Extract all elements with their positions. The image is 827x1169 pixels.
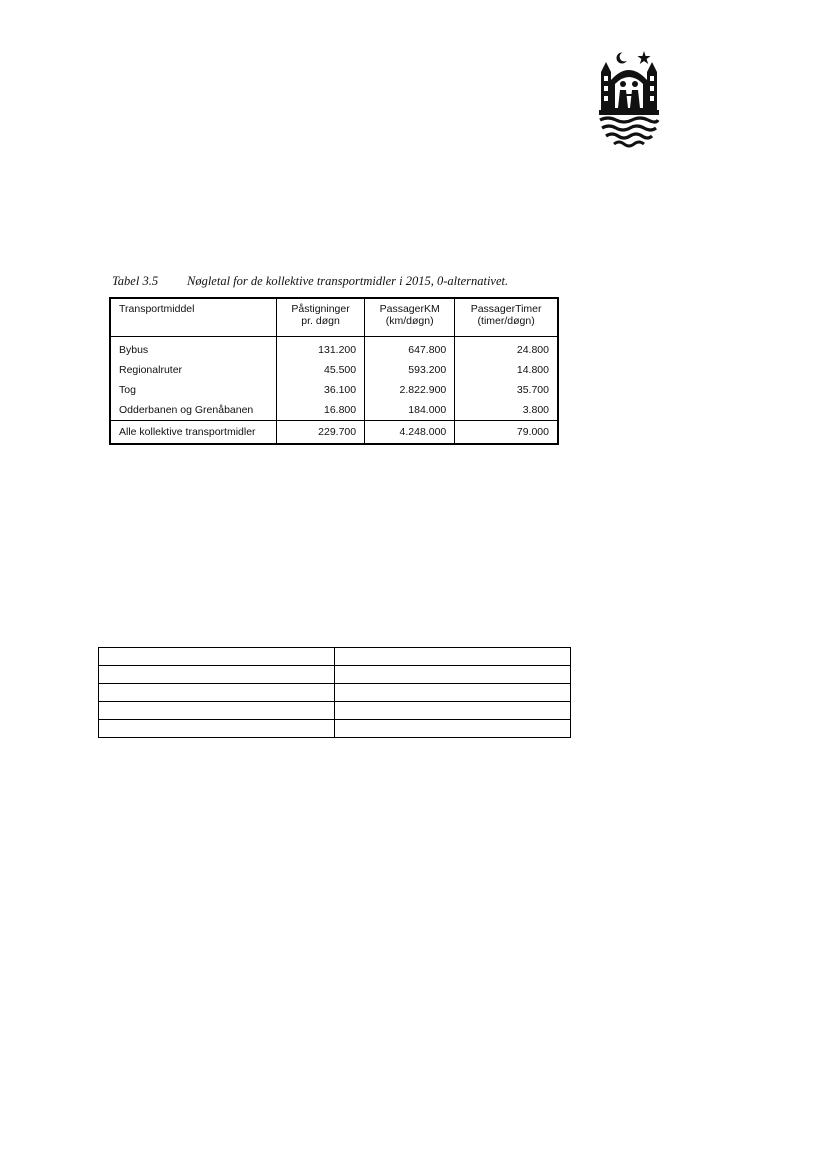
empty-cell: [335, 720, 571, 738]
key-figures-table: [109, 297, 559, 445]
header-passagertimer: PassagerTimer (timer/døgn): [455, 298, 558, 337]
cell-value: 14.800: [455, 360, 558, 380]
empty-cell: [99, 720, 335, 738]
header-pastigninger: Påstigninger pr. døgn: [277, 298, 365, 337]
table-row: [110, 360, 558, 380]
empty-cell: [99, 648, 335, 666]
row-label: Tog: [119, 384, 136, 396]
header-passagerkm: PassagerKM (km/døgn): [365, 298, 455, 337]
total-value: 4.248.000: [365, 421, 455, 445]
empty-table-row: [99, 648, 571, 666]
cell-value: 3.800: [455, 400, 558, 421]
table-caption: [112, 274, 508, 289]
empty-table-row: [99, 702, 571, 720]
cell-value: 184.000: [365, 400, 455, 421]
cell-value: 593.200: [365, 360, 455, 380]
header-transportmiddel: Transportmiddel: [110, 298, 277, 337]
table-total-row: [110, 421, 558, 445]
empty-table: [98, 647, 571, 738]
row-label: Bybus: [119, 344, 149, 356]
empty-cell: [99, 666, 335, 684]
empty-cell: [335, 648, 571, 666]
table-row: [110, 400, 558, 421]
empty-cell: [335, 666, 571, 684]
empty-table-row: [99, 666, 571, 684]
cell-value: 131.200: [277, 337, 365, 361]
total-value: 229.700: [277, 421, 365, 445]
total-label: Alle kollektive transportmidler: [110, 421, 277, 445]
cell-value: 36.100: [277, 380, 365, 400]
row-label: Odderbanen og Grenåbanen: [119, 404, 254, 416]
empty-cell: [335, 702, 571, 720]
table-caption-number: Tabel 3.5: [112, 274, 159, 288]
cell-value: 2.822.900: [365, 380, 455, 400]
cell-value: 16.800: [277, 400, 365, 421]
cell-value: 45.500: [277, 360, 365, 380]
empty-cell: [99, 702, 335, 720]
cell-value: 35.700: [455, 380, 558, 400]
total-value: 79.000: [455, 421, 558, 445]
empty-table-row: [99, 684, 571, 702]
cell-value: 647.800: [365, 337, 455, 361]
empty-cell: [99, 684, 335, 702]
table-caption-title: Nøgletal for de kollektive transportmidler i 2015, 0-alternativet.: [187, 274, 509, 288]
cell-value: 24.800: [455, 337, 558, 361]
table-header-row: [110, 298, 558, 337]
empty-cell: [335, 684, 571, 702]
table-row: [110, 337, 558, 361]
empty-table-row: [99, 720, 571, 738]
coat-of-arms-logo: [596, 50, 662, 150]
table-row: [110, 380, 558, 400]
row-label: Regionalruter: [119, 364, 183, 376]
